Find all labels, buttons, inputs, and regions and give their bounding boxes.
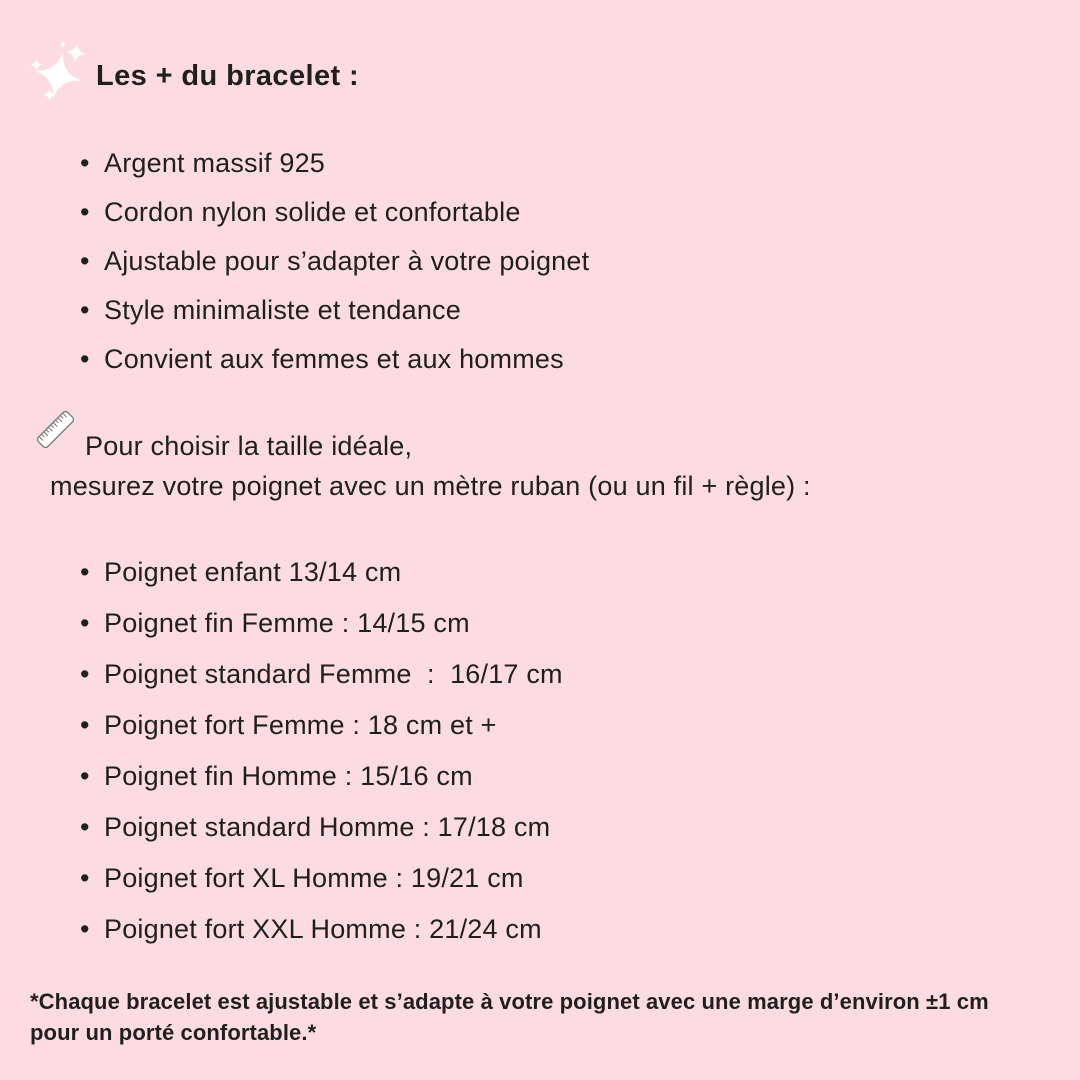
sparkles-icon (28, 40, 88, 104)
footnote-line2: pour un porté confortable.* (30, 1020, 317, 1045)
sizes-list (78, 547, 563, 955)
size-item: • Poignet fin Femme : 14/15 cm (78, 598, 563, 649)
header (28, 40, 359, 104)
size-item: • Poignet standard Homme : 17/18 cm (78, 802, 563, 853)
footnote (30, 986, 1064, 1048)
page-title: Les + du bracelet : (96, 59, 360, 92)
features-list (78, 139, 589, 384)
feature-item: • Argent massif 925 (78, 139, 589, 188)
sizing-intro-line2: mesurez votre poignet avec un mètre ruban (ou un fil + règle) : (50, 471, 811, 501)
size-item: • Poignet fort XL Homme : 19/21 cm (78, 853, 563, 904)
size-item: • Poignet fort Femme : 18 cm et + (78, 700, 563, 751)
size-item: • Poignet fort XXL Homme : 21/24 cm (78, 904, 563, 955)
footnote-line1: *Chaque bracelet est ajustable et s’adapte à votre poignet avec une marge d’environ ±1 cm (30, 989, 989, 1014)
feature-item: • Cordon nylon solide et confortable (78, 188, 589, 237)
feature-item: • Style minimaliste et tendance (78, 286, 589, 335)
ruler-icon (29, 403, 82, 456)
size-item: • Poignet standard Femme : 16/17 cm (78, 649, 563, 700)
sizing-intro-line1: Pour choisir la taille idéale, (85, 431, 413, 461)
feature-item: • Convient aux femmes et aux hommes (78, 335, 589, 384)
feature-item: • Ajustable pour s’adapter à votre poignet (78, 237, 589, 286)
size-item: • Poignet enfant 13/14 cm (78, 547, 563, 598)
size-item: • Poignet fin Homme : 15/16 cm (78, 751, 563, 802)
